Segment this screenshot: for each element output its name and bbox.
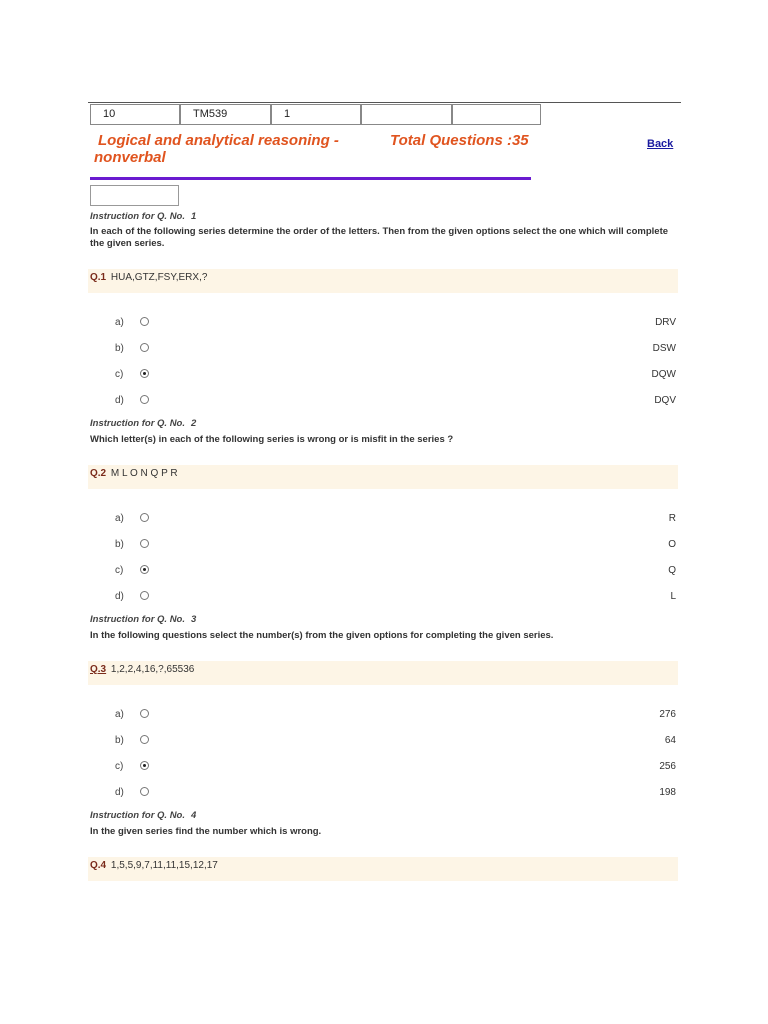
- option-row: [0, 343, 768, 357]
- question-text: 1,2,2,4,16,?,65536: [110, 664, 195, 675]
- question-bar: [88, 661, 678, 685]
- instruction-text: In the given series find the number which is wrong.: [90, 826, 322, 837]
- option-row: [0, 761, 768, 775]
- option-row: [0, 591, 768, 605]
- instruction-number: 3: [191, 614, 197, 625]
- option-value: 198: [659, 787, 676, 798]
- option-value: L: [670, 591, 676, 602]
- option-row: [0, 539, 768, 553]
- question-bar: [88, 465, 678, 489]
- question-bar: [88, 857, 678, 881]
- instruction-label: Instruction for Q. No.: [90, 614, 185, 625]
- option-radio[interactable]: [140, 591, 149, 600]
- option-value: 276: [659, 709, 676, 720]
- option-radio[interactable]: [140, 395, 149, 404]
- question-number: Q.4: [90, 860, 107, 871]
- instruction-text: In the following questions select the number(s) from the given options for completing the given series.: [90, 630, 554, 641]
- instruction-heading: [90, 614, 196, 625]
- option-radio[interactable]: [140, 709, 149, 718]
- title-underline: [90, 177, 531, 180]
- instruction-label: Instruction for Q. No.: [90, 418, 185, 429]
- question-number: Q.1: [90, 272, 107, 283]
- question-bar: [88, 269, 678, 293]
- option-value: O: [668, 539, 676, 550]
- header-cell-5: [452, 104, 541, 125]
- option-value: Q: [668, 565, 676, 576]
- option-row: [0, 565, 768, 579]
- option-value: 64: [664, 735, 676, 746]
- total-questions: Total Questions :35: [390, 132, 529, 149]
- instruction-label: Instruction for Q. No.: [90, 810, 185, 821]
- option-row: [0, 709, 768, 723]
- option-radio[interactable]: [140, 787, 149, 796]
- question-number: Q.2: [90, 468, 107, 479]
- instruction-number: 4: [191, 810, 197, 821]
- title-line-1: Logical and analytical reasoning -: [98, 132, 339, 149]
- option-letter: d): [115, 395, 124, 406]
- instruction-text: Which letter(s) in each of the following series is wrong or is misfit in the series ?: [90, 434, 454, 445]
- header-cell-2: TM539: [180, 104, 271, 125]
- top-divider: [88, 102, 681, 103]
- option-radio-selected[interactable]: [140, 761, 149, 770]
- header-cell-3: 1: [271, 104, 361, 125]
- option-letter: c): [115, 369, 124, 380]
- page-title: [94, 132, 354, 166]
- option-letter: b): [115, 735, 124, 746]
- option-value: DQV: [654, 395, 676, 406]
- option-letter: d): [115, 591, 124, 602]
- instruction-text: In each of the following series determine the order of the letters. Then from the given options select the one which will complete the given series.: [90, 226, 669, 249]
- option-letter: a): [115, 513, 124, 524]
- question-text: 1,5,5,9,7,11,11,15,12,17: [110, 860, 218, 871]
- option-letter: b): [115, 539, 124, 550]
- instruction-heading: [90, 211, 196, 222]
- option-radio-selected[interactable]: [140, 565, 149, 574]
- title-line-2: nonverbal: [94, 149, 166, 166]
- blank-box: [90, 185, 179, 206]
- option-row: [0, 317, 768, 331]
- option-value: R: [668, 513, 676, 524]
- header-cell-4: [361, 104, 452, 125]
- option-value: DQW: [651, 369, 676, 380]
- back-link[interactable]: Back: [647, 138, 674, 150]
- instruction-number: 2: [191, 418, 197, 429]
- option-radio[interactable]: [140, 735, 149, 744]
- option-value: DSW: [652, 343, 676, 354]
- option-radio-selected[interactable]: [140, 369, 149, 378]
- option-radio[interactable]: [140, 317, 149, 326]
- option-row: [0, 369, 768, 383]
- option-row: [0, 787, 768, 801]
- option-row: [0, 395, 768, 409]
- instruction-heading: [90, 418, 196, 429]
- option-row: [0, 735, 768, 749]
- question-text: M L O N Q P R: [110, 468, 178, 479]
- option-radio[interactable]: [140, 513, 149, 522]
- question-number: Q.3: [90, 664, 107, 675]
- question-text: HUA,GTZ,FSY,ERX,?: [110, 272, 208, 283]
- instruction-heading: [90, 810, 196, 821]
- instruction-label: Instruction for Q. No.: [90, 211, 185, 222]
- option-letter: c): [115, 761, 124, 772]
- option-letter: c): [115, 565, 124, 576]
- option-radio[interactable]: [140, 539, 149, 548]
- option-value: DRV: [655, 317, 676, 328]
- option-letter: a): [115, 317, 124, 328]
- option-letter: d): [115, 787, 124, 798]
- header-cell-1: 10: [90, 104, 180, 125]
- instruction-number: 1: [191, 211, 197, 222]
- option-row: [0, 513, 768, 527]
- option-letter: a): [115, 709, 124, 720]
- option-value: 256: [659, 761, 676, 772]
- option-letter: b): [115, 343, 124, 354]
- option-radio[interactable]: [140, 343, 149, 352]
